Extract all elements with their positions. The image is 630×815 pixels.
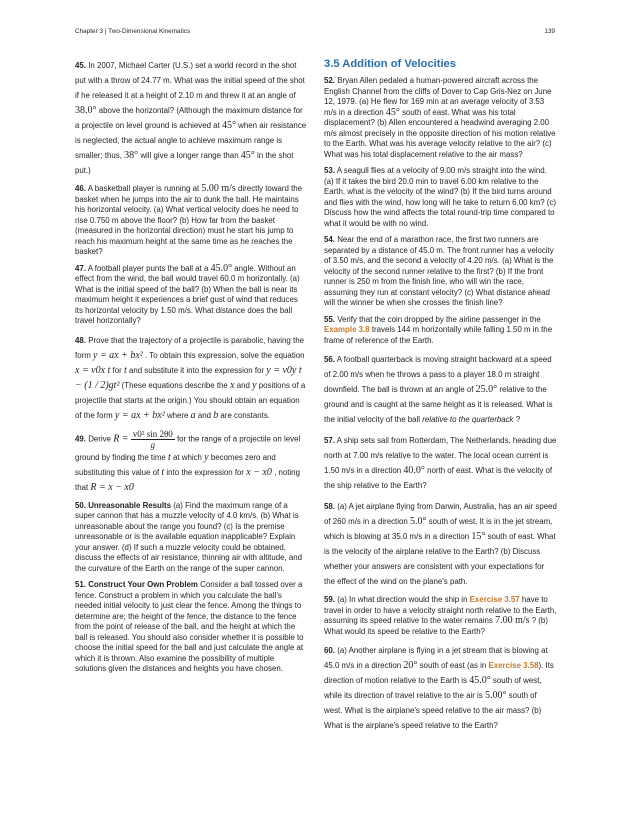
problem-text: relative to the ground and is caught at the same height as it is released. What is the initial velocity of the ball — [324, 385, 553, 424]
range-fraction — [131, 429, 175, 450]
math-equation: R = — [113, 433, 129, 445]
problem-text: (These equations describe the — [121, 380, 228, 390]
fraction-denominator: g — [150, 439, 156, 450]
problem-number: 47. — [75, 263, 86, 273]
problem-text: , noting that — [75, 467, 300, 492]
exercise-link[interactable]: Exercise 3.57 — [469, 595, 520, 604]
problem-text: ). Its direction of motion relative to the Earth is — [324, 661, 554, 685]
problem-number: 59. — [324, 595, 335, 604]
problem-text: directly toward the basket when he jumps into the air to dunk the ball. He maintains his horizontal velocity. (a) What vertical velocity does he need to rise 0.750 m above the floor? (b) How far from the basket (measured in the horizontal direction) must he start his jump to reach his maximum height at the same time as he reaches the basket? — [75, 184, 303, 256]
problem-text: A football quarterback is moving straight backward at a speed of 2.00 m/s when he throws a pass to a player 18.0 m straight downfield. The ball is thrown at an angle of — [324, 355, 552, 394]
problem-51 — [75, 580, 307, 675]
exercise-link[interactable]: Exercise 3.58 — [488, 661, 539, 670]
example-link[interactable]: Example 3.8 — [324, 325, 370, 334]
left-column — [75, 58, 307, 681]
page-header — [75, 26, 555, 38]
problem-text: becomes zero and substituting this value of — [75, 452, 276, 477]
math-angle: 5.00° — [484, 690, 507, 701]
math-angle: 38.0° — [75, 105, 97, 116]
problem-title: Construct Your Own Problem — [88, 580, 198, 589]
problem-text: south of east. What is the velocity of the airplane relative to the Earth? (b) Discuss whether your answers are consistent with your expectations for the effect of the wind on the plane's path. — [324, 532, 556, 586]
problem-text: north of east. What is the velocity of the ship relative to the Earth? — [324, 466, 553, 490]
problem-text: where — [166, 410, 189, 420]
problem-text: south of west. What is the airplane's speed relative to the air mass? (b) What is the airplane's speed relative to the Earth? — [324, 691, 542, 730]
problem-text: at which — [173, 452, 202, 462]
problem-text: A basketball player is running at — [87, 184, 200, 193]
problem-59 — [324, 595, 557, 637]
problem-text: A football player punts the ball at a — [87, 263, 209, 273]
problem-number: 56. — [324, 355, 335, 364]
math-variable: y — [252, 379, 257, 391]
problem-number: 50. — [75, 500, 86, 510]
problem-text: Derive — [88, 434, 111, 444]
fraction-numerator: v0² sin 2θ0 — [132, 428, 173, 439]
problem-text: when air resistance is neglected, the actual angle to achieve maximum range is smaller; thus, — [75, 121, 307, 160]
math-angle: 20° — [403, 660, 418, 671]
problem-number: 60. — [324, 646, 335, 655]
math-equation: y = v0y t − (1 / 2)gt² — [75, 364, 302, 391]
problem-text: for the range of a projectile on level ground by finding the time — [75, 434, 301, 462]
problem-text: south of east (as in — [419, 661, 487, 670]
problem-text: south of west. It is in the jet stream, which is blowing at 35.0 m/s in a direction — [324, 517, 553, 541]
problem-55 — [324, 315, 557, 347]
math-angle: 5.0° — [409, 516, 427, 527]
problem-text: into the expression for — [166, 467, 245, 477]
right-column — [324, 58, 557, 739]
problem-text: ? (b) What would its speed be relative to the Earth? — [324, 616, 548, 636]
problem-title: Unreasonable Results — [88, 500, 172, 510]
problem-60 — [324, 643, 557, 733]
math-equation: y = ax + bx² — [114, 409, 165, 421]
problem-number: 45. — [75, 61, 86, 70]
problem-48 — [75, 333, 307, 423]
math-angle: 15° — [471, 531, 486, 542]
math-variable: t — [161, 466, 165, 478]
problem-text: in the shot put.) — [75, 151, 294, 175]
problem-text: ? — [515, 415, 521, 424]
chapter-title: Chapter 3 | Two-Dimensional Kinematics — [75, 28, 191, 35]
problem-53 — [324, 166, 557, 229]
problem-number: 53. — [324, 166, 335, 175]
math-speed: 5.00 m/s — [201, 183, 236, 194]
problem-58 — [324, 499, 557, 589]
problem-text: positions of a projectile that starts at the origin.) You should obtain an equation of the form — [75, 380, 306, 420]
math-angle: 25.0° — [475, 384, 498, 395]
problem-45 — [75, 58, 307, 178]
problem-56 — [324, 352, 557, 427]
problem-number: 57. — [324, 436, 335, 445]
problem-number: 55. — [324, 314, 335, 324]
problem-text: travels 144 m horizontally while falling 1.50 m in the frame of reference of the Earth. — [324, 325, 553, 345]
math-variable: x — [230, 379, 235, 391]
problem-number: 46. — [75, 184, 86, 193]
problem-number: 51. — [75, 580, 86, 589]
problem-text: Prove that the trajectory of a projectile is parabolic, having the form — [75, 335, 304, 360]
problem-text: (a) In what direction would the ship in — [337, 595, 468, 604]
problem-number: 54. — [324, 235, 335, 244]
math-angle: 45° — [385, 106, 400, 118]
problem-text: have to travel in order to have a velocity straight north relative to the Earth, assuming its speed relative to the water remains — [324, 595, 557, 625]
problem-text: (a) Another airplane is flying in a jet stream that is blowing at 45.0 m/s in a direction — [324, 646, 548, 670]
problem-text: Verify that the coin dropped by the airline passenger in the — [337, 314, 541, 324]
problem-46 — [75, 184, 307, 258]
math-angle: 45° — [221, 120, 236, 131]
math-equation: x = v0x t — [75, 364, 111, 376]
problem-text: and — [197, 410, 212, 420]
problem-text: . To obtain this expression, solve the equation — [145, 350, 305, 360]
math-angle: 40.0° — [403, 465, 425, 476]
math-equation: R = x − x0 — [90, 481, 134, 493]
problem-number: 49. — [75, 434, 86, 444]
problem-49 — [75, 429, 307, 495]
math-equation: x − x0 — [246, 466, 272, 478]
problem-text: angle. Without an effect from the wind, the ball would travel 60.0 m horizontally. (a) What is the initial speed of the ball? (b) When the ball is near its maximum height it experiences a brief gust of wind that reduces its horizontal velocity by 1.50 m/s. What distance does the ball travel horizontally? — [75, 263, 300, 325]
problem-text: for — [112, 365, 122, 375]
problem-text: Consider a ball tossed over a fence. Construct a problem in which you calculate the ball's needed initial velocity to just clear the fence. Among the things to determine are; the height of the fence, the distance to the fence from the point of release of the ball, and the height at which the ball is released. You should also consider whether it is possible to choose the initial speed for the ball and just calculate the angle at which it is thrown. Also examine the possibility of multiple solutions given the distances and heights you have chosen. — [75, 580, 304, 673]
problem-text: and — [236, 380, 250, 390]
math-variable: t — [123, 364, 127, 376]
math-angle: 45.0° — [469, 675, 491, 686]
problem-text: south of east. What was his total displacement? (b) Allen encountered a headwind averaging 2.00 m/s almost precisely in the opposite direction of his motion relative to the Earth. What was his average velocity relative to the air? (c) What was his total displacement relative to the air mass? — [324, 107, 556, 159]
problem-text: A seagull flies at a velocity of 9.00 m/s straight into the wind. (a) If it takes the bird 20.0 min to travel 6.00 km relative to the Earth, what is the velocity of the wind? (b) If the bird turns around and flies with the wind, how long will he take to return 6.00 km? (c) Discuss how the wind affects the total round-trip time compared to what it would be with no wind. — [324, 166, 557, 228]
problem-text: will give a longer range than — [140, 151, 239, 160]
math-angle: 45.0° — [210, 262, 233, 274]
problem-text: and substitute it into the expression for — [128, 365, 265, 375]
problem-text: are constants. — [220, 410, 270, 420]
math-variable: y — [204, 451, 209, 463]
math-angle: 38° — [124, 150, 139, 161]
problem-50 — [75, 501, 307, 575]
math-equation: y = ax + bx² — [93, 349, 143, 361]
problem-text: Near the end of a marathon race, the first two runners are separated by a distance of 45.0 m. The front runner has a velocity of 3.50 m/s, and the second a velocity of 4.20 m/s. (a) What is the velocity of the second runner relative to the first? (b) If the front runner is 250 m from the finish line, who will win the race, assuming they run at constant velocity? (c) What distance ahead will the winner be when she crosses the finish line? — [324, 235, 554, 307]
problem-57 — [324, 433, 557, 493]
problem-text: In 2007, Michael Carter (U.S.) set a world record in the shot put with a throw of 24.77 m. What was the initial speed of the shot if he released it at a height of 2.10 m and threw it at an angle of — [75, 61, 305, 100]
problem-text: (a) Find the maximum range of a super cannon that has a muzzle velocity of 4.0 km/s. (b) What is unreasonable about the range you found? (c) Is the premise unreasonable or is the available equation inapplicable? Explain your answer. (d) If such a muzzle velocity could be obtained, discuss the effects of air resistance, thinning air with altitude, and the curvature of the Earth on the range of the super cannon. — [75, 500, 303, 573]
problem-text: above the horizontal? (Although the maximum distance for a projectile on level ground is achieved at — [75, 106, 303, 130]
math-variable: t — [168, 451, 171, 463]
math-variable: b — [213, 409, 219, 421]
italic-text: relative to the quarterback — [422, 415, 514, 424]
problem-number: 52. — [324, 76, 335, 85]
problem-54 — [324, 235, 557, 309]
problem-text: south of west, while its direction of travel relative to the air is — [324, 676, 542, 700]
problem-text: Bryan Allen pedaled a human-powered aircraft across the English Channel from the cliffs of Dover to Cap Gris-Nez on June 12, 1979. (a) He flew for 169 min at an average velocity of 3.53 m/s in a direction — [324, 76, 552, 117]
problem-52 — [324, 76, 557, 160]
problem-number: 58. — [324, 502, 335, 511]
math-angle: 45° — [240, 150, 255, 161]
section-title: 3.5 Addition of Velocities — [324, 58, 456, 70]
page-number: 139 — [544, 28, 555, 35]
problem-47 — [75, 264, 307, 327]
problem-number: 48. — [75, 335, 86, 345]
problem-text: A ship sets sail from Rotterdam, The Netherlands, heading due north at 7.00 m/s relative to the water. The local ocean current is 1.50 m/s in a direction — [324, 436, 557, 475]
math-variable: a — [190, 409, 196, 421]
math-speed: 7.00 m/s — [495, 615, 530, 626]
problem-text: (a) A jet airplane flying from Darwin, Australia, has an air speed of 260 m/s in a direction — [324, 502, 557, 526]
